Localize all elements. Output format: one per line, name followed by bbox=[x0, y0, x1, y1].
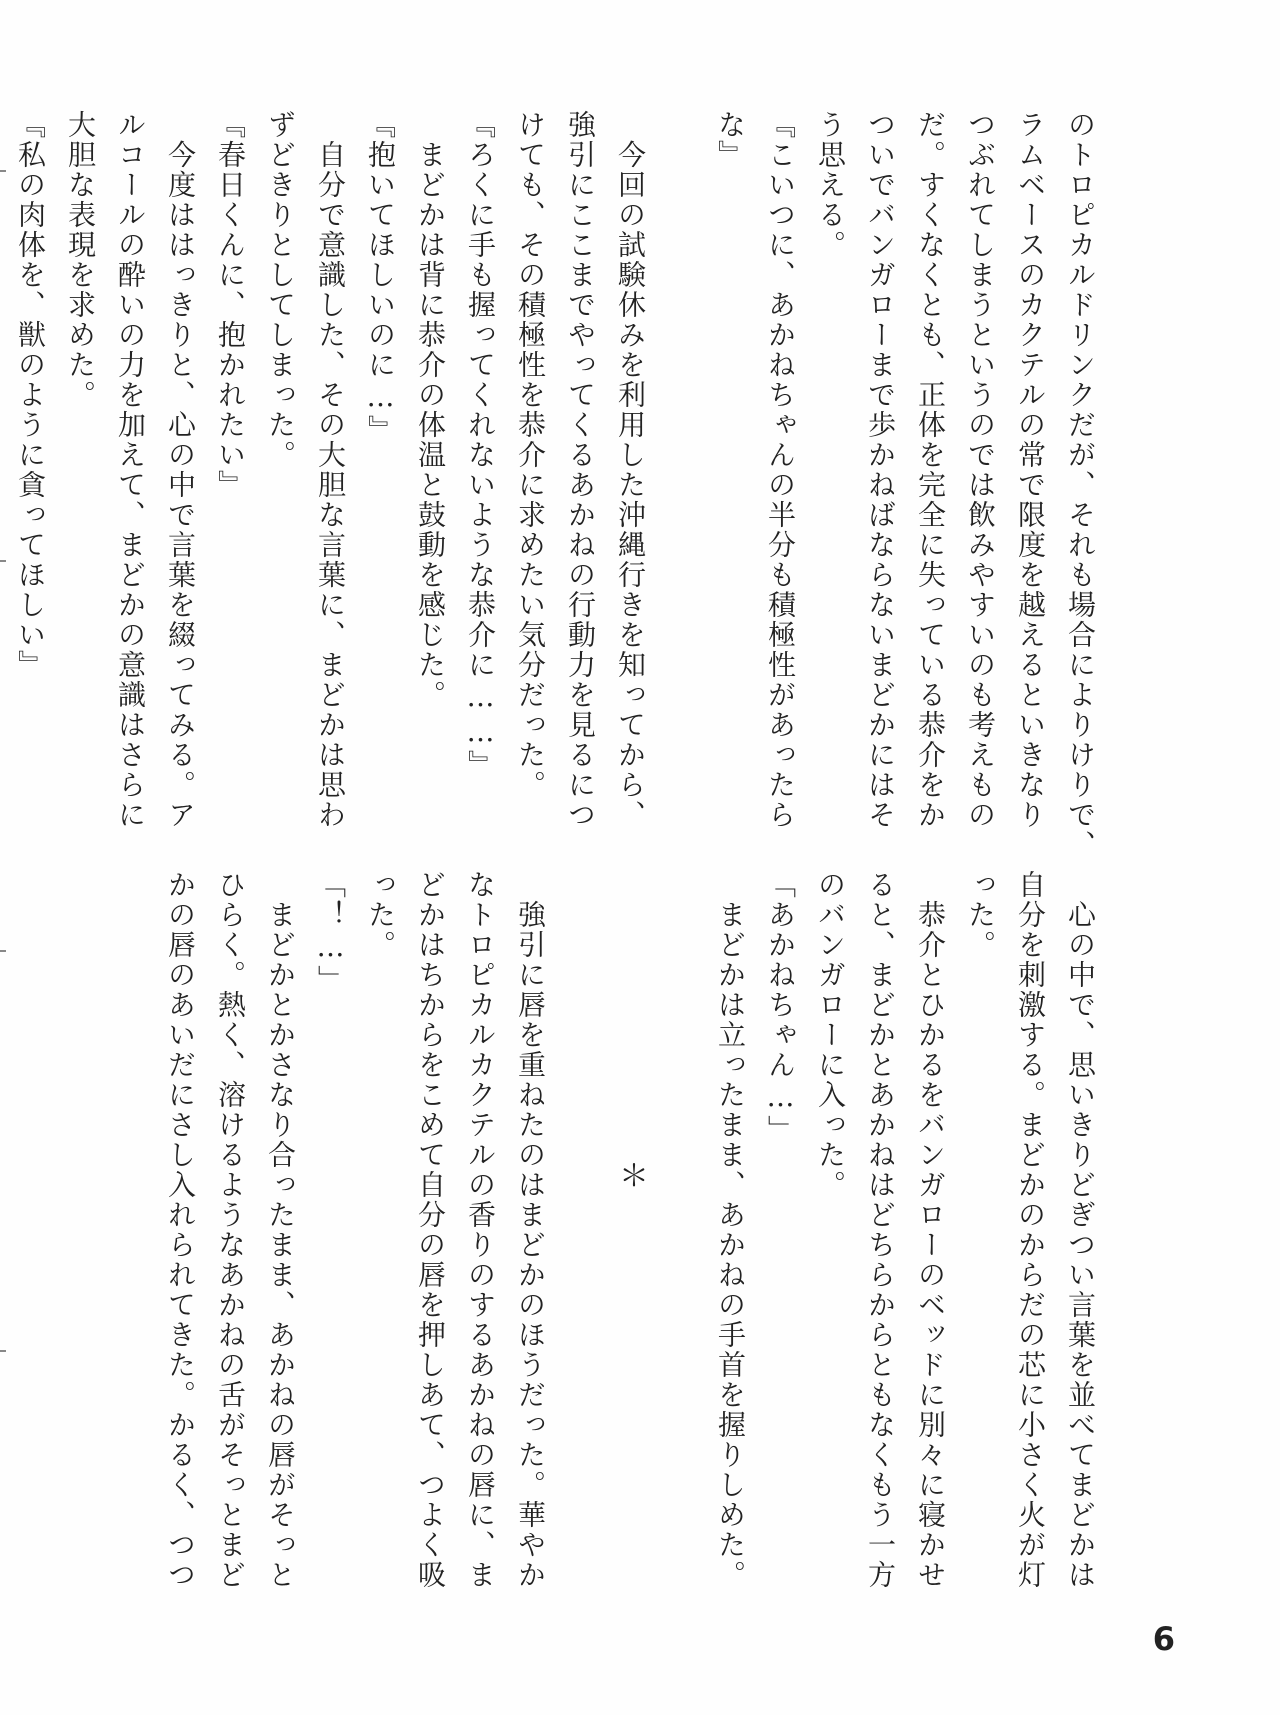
text-line: けても、その積極性を恭介に求めたい気分だった。 bbox=[514, 110, 547, 800]
text-line: のトロピカルドリンクだが、それも場合によりけりで、 bbox=[1064, 110, 1097, 860]
text-line: 今回の試験休みを利用した沖縄行きを知ってから、 bbox=[614, 110, 647, 830]
text-line: まどかは立ったまま、あかねの手首を握りしめた。 bbox=[714, 870, 747, 1590]
text-line: なトロピカルカクテルの香りのするあかねの唇に、ま bbox=[464, 870, 497, 1590]
blank-line bbox=[655, 870, 705, 1460]
text-line: 強引に唇を重ねたのはまどかのほうだった。華やか bbox=[514, 870, 547, 1590]
text-line: 恭介とひかるをバンガローのベッドに別々に寝かせ bbox=[914, 870, 947, 1590]
text-line: 自分を刺激する。まどかのからだの芯に小さく火が灯 bbox=[1014, 870, 1047, 1590]
scan-edge-mark bbox=[0, 1350, 6, 1352]
text-line: った。 bbox=[964, 870, 997, 960]
text-line: どかはちからをこめて自分の唇を押しあて、つよく吸 bbox=[414, 870, 447, 1590]
scan-edge-mark bbox=[0, 560, 6, 562]
text-line: 「あかねちゃん…」 bbox=[764, 870, 797, 1145]
text-line: まどかは背に恭介の体温と鼓動を感じた。 bbox=[414, 110, 447, 710]
text-line: 強引にここまでやってくるあかねの行動力を見るにつ bbox=[564, 110, 597, 830]
text-line: った。 bbox=[364, 870, 397, 960]
text-line: のバンガローに入った。 bbox=[814, 870, 847, 1200]
scene-break-asterisk: ＊ bbox=[613, 1160, 648, 1192]
text-line: ずどきりとしてしまった。 bbox=[264, 110, 297, 470]
text-line: 大胆な表現を求めた。 bbox=[64, 110, 97, 410]
text-line: 『抱いてほしいのに…』 bbox=[364, 110, 397, 445]
lower-text-block bbox=[145, 870, 1105, 1590]
text-line: 自分で意識した、その大胆な言葉に、まどかは思わ bbox=[314, 110, 347, 830]
text-line: ルコールの酔いの力を加えて、まどかの意識はさらに bbox=[114, 110, 147, 830]
text-line: かの唇のあいだにさし入れられてきた。かるく、つつ bbox=[164, 870, 197, 1590]
text-line: ラムベースのカクテルの常で限度を越えるといきなり bbox=[1014, 110, 1047, 830]
text-line: 今度ははっきりと、心の中で言葉を綴ってみる。ア bbox=[164, 110, 197, 830]
text-line: だ。すくなくとも、正体を完全に失っている恭介をか bbox=[914, 110, 947, 830]
text-line: う思える。 bbox=[814, 110, 847, 260]
text-line: つぶれてしまうというのでは飲みやすいのも考えもの bbox=[964, 110, 997, 830]
text-line: まどかとかさなり合ったまま、あかねの唇がそっと bbox=[264, 870, 297, 1590]
text-line: ついでバンガローまで歩かねばならないまどかにはそ bbox=[864, 110, 897, 830]
upper-text-block bbox=[14, 110, 1105, 860]
blank-line bbox=[555, 870, 605, 1460]
text-line: 「！…」 bbox=[314, 870, 347, 995]
text-line: 『こいつに、あかねちゃんの半分も積極性があったら bbox=[764, 110, 797, 830]
scan-edge-mark bbox=[0, 170, 6, 172]
text-line: 『ろくに手も握ってくれないような恭介に……』 bbox=[464, 110, 497, 780]
text-line: ると、まどかとあかねはどちらからともなくもう一方 bbox=[864, 870, 897, 1590]
scan-edge-mark bbox=[0, 950, 6, 952]
blank-line bbox=[655, 110, 705, 670]
text-line: ひらく。熱く、溶けるようなあかねの舌がそっとまど bbox=[214, 870, 247, 1590]
text-line: な』 bbox=[714, 110, 747, 170]
text-line: 『私の肉体を、獣のように貪ってほしい』 bbox=[14, 110, 47, 680]
text-line: 心の中で、思いきりどぎつい言葉を並べてまどかは bbox=[1064, 870, 1097, 1590]
text-line: 『春日くんに、抱かれたい』 bbox=[214, 110, 247, 500]
page-number: 6 bbox=[1152, 1620, 1175, 1658]
